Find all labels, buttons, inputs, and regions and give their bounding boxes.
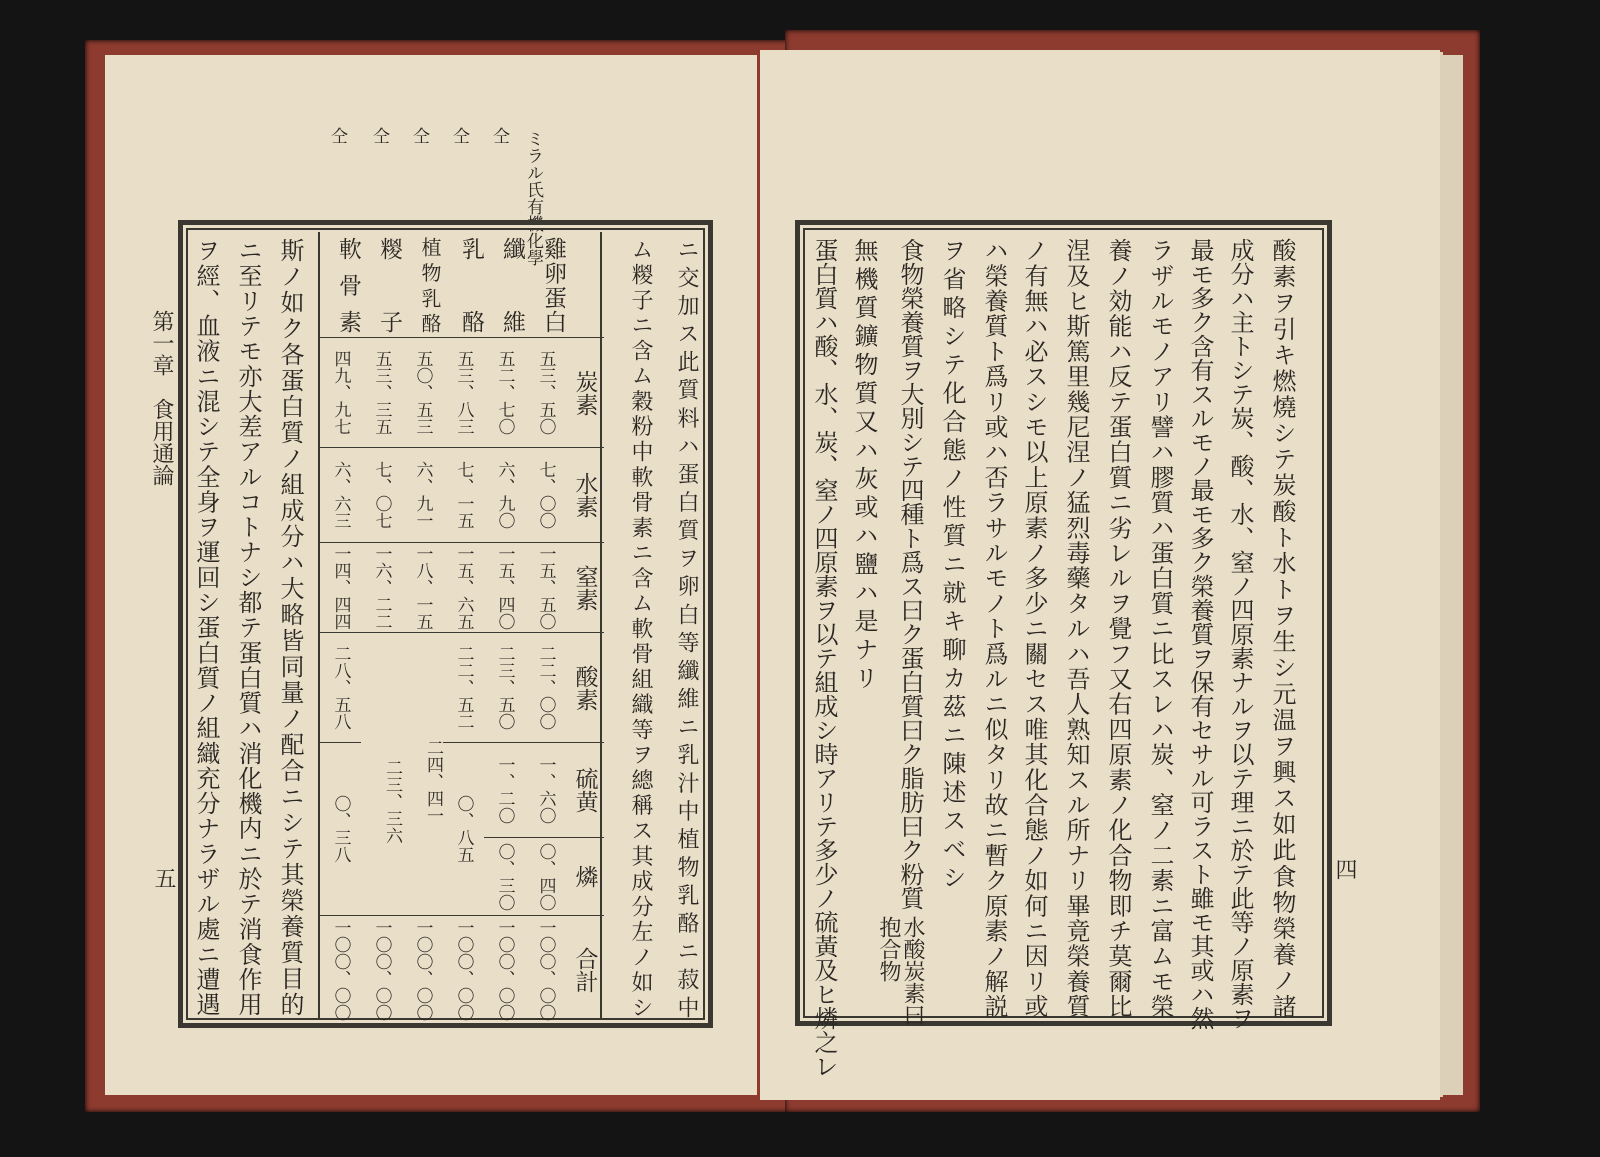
table-cell: 一〇〇、〇〇 xyxy=(402,915,443,1023)
table-cell: 五三、五〇 xyxy=(525,337,566,447)
table-cell: 五二、七〇 xyxy=(484,337,525,447)
intro-column: ム糉子ニ含ム穀粉中軟骨素ニ含ム軟骨組織等ヲ總稱ス其成分左ノ如シ xyxy=(628,238,653,1018)
text-column: 涅及ヒ斯篤里幾尼涅ノ猛烈毒藥タルハ吾人熟知スル所ナリ畢竟榮養質 xyxy=(1062,238,1090,1018)
table-cell: 七、一五 xyxy=(443,447,484,542)
body-column: 斯ノ如ク各蛋白質ノ組成分ハ大略皆同量ノ配合ニシテ其榮養質目的 xyxy=(276,238,304,1016)
element-label: 燐 xyxy=(566,837,604,915)
table-cell: 〇、三八 xyxy=(320,742,361,915)
table-cell: 〇、四〇 xyxy=(525,837,566,915)
food-header: 雞卵蛋白 xyxy=(540,237,566,333)
table-cell: 一〇〇、〇〇 xyxy=(484,915,525,1023)
ditto-mark: 仝 xyxy=(369,127,389,144)
table-cell: 一、六〇 xyxy=(525,742,566,837)
page-edges xyxy=(1440,55,1463,1095)
table-cell: 一五、五〇 xyxy=(525,542,566,632)
element-label: 酸素 xyxy=(566,632,604,742)
table-cell: 五〇、五三 xyxy=(402,337,443,447)
element-label: 窒素 xyxy=(566,542,604,632)
ditto-mark: 仝 xyxy=(449,127,469,144)
table-cell: 六、九〇 xyxy=(484,447,525,542)
table-cell: 一〇〇、〇〇 xyxy=(443,915,484,1023)
table-cell: 二三、三六 xyxy=(361,632,402,915)
text-column: ラザルモノアリ譬ハ膠質ハ蛋白質ニ比スレハ炭、窒ノ二素ニ富ムモ榮 xyxy=(1146,238,1174,1019)
text-column: 養ノ効能ハ反テ蛋白質ニ劣レルヲ覺フ又右四原素ノ化合物即チ莫爾比 xyxy=(1104,238,1132,1019)
intro-column: ニ交加ス此質料ハ蛋白質ヲ卵白等纖維ニ乳汁中植物乳酪ニ菽中 xyxy=(674,238,699,1019)
table-cell: 二二、五二 xyxy=(443,632,484,742)
body-column: ニ至リテモ亦大差アルコトナシ都テ蛋白質ハ消化機内ニ於テ消食作用 xyxy=(234,238,262,1016)
table-cell: 一六、二二 xyxy=(361,542,402,632)
element-label: 炭素 xyxy=(566,337,604,447)
table-cell: 二四、四一 xyxy=(402,632,443,915)
element-label: 水素 xyxy=(566,447,604,542)
inline-note: 抱合物 xyxy=(876,916,901,982)
table-cell: 一五、六五 xyxy=(443,542,484,632)
body-column: ヲ經、血液ニ混シテ全身ヲ運回シ蛋白質ノ組織充分ナラザル處ニ遭遇 xyxy=(192,238,220,1016)
element-label: 合計 xyxy=(566,915,604,1023)
table-cell: 二三、五〇 xyxy=(484,632,525,742)
table-cell: 一〇〇、〇〇 xyxy=(525,915,566,1023)
table-cell: 一〇〇、〇〇 xyxy=(361,915,402,1023)
food-header: 乳酪 xyxy=(458,237,484,333)
table-cell: 四九、九七 xyxy=(320,337,361,447)
table-cell: 六、六三 xyxy=(320,447,361,542)
chapter-heading: 第一章 食用通論 xyxy=(149,310,174,486)
table-cell: 〇、八五 xyxy=(443,742,484,915)
table-cell: 七、〇〇 xyxy=(525,447,566,542)
table-cell: 一五、四〇 xyxy=(484,542,525,632)
food-header: 軟骨素 xyxy=(335,237,361,333)
table-cell: 〇、三〇 xyxy=(484,837,525,915)
page-number: 五 xyxy=(151,867,176,889)
table-cell: 一〇〇、〇〇 xyxy=(320,915,361,1023)
table-cell: 六、九一 xyxy=(402,447,443,542)
table-cell: 五三、三五 xyxy=(361,337,402,447)
food-header: 糉子 xyxy=(376,237,402,333)
header-reference: ミラル氏有機化學 xyxy=(523,130,543,266)
table-cell: 一八、一五 xyxy=(402,542,443,632)
table-cell: 一四、四四 xyxy=(320,542,361,632)
table-cell: 二八、五八 xyxy=(320,632,361,742)
text-column: 成分ハ主トシテ炭、酸、水、窒ノ四原素ナルヲ以テ理ニ於テ此等ノ原素ヲ xyxy=(1226,238,1254,1030)
ditto-mark: 仝 xyxy=(489,127,509,144)
table-cell: 七、〇七 xyxy=(361,447,402,542)
text-column: 無機質鑛物質又ハ灰或ハ鹽ハ是ナリ xyxy=(850,238,878,694)
inline-note: 水酸炭素曰 xyxy=(900,916,925,1026)
composition-table xyxy=(320,233,604,1023)
text-column: 食物榮養質ヲ大別シテ四種ト爲ス曰ク蛋白質曰ク脂肪曰ク粉質 xyxy=(896,238,924,910)
text-column: ノ有無ハ必スシモ以上原素ノ多少ニ關セス唯其化合態ノ如何ニ因リ或 xyxy=(1020,238,1048,1018)
table-cell: 二二、〇〇 xyxy=(525,632,566,742)
text-column: ヲ省略シテ化合態ノ性質ニ就キ聊カ茲ニ陳述スベシ xyxy=(938,238,966,894)
element-label: 硫黄 xyxy=(566,742,604,837)
food-header: 纖維 xyxy=(499,237,525,333)
ditto-mark: 仝 xyxy=(327,127,347,144)
table-cell: 五三、八三 xyxy=(443,337,484,447)
text-column: 酸素ヲ引キ燃燒シテ炭酸ト水トヲ生シ元温ヲ興ス如此食物榮養ノ諸 xyxy=(1268,238,1296,1019)
text-column: 最モ多ク含有スルモノ最モ多ク榮養質ヲ保有セサル可ラスト雖モ其或ハ然 xyxy=(1186,238,1214,1030)
text-column: 蛋白質ハ酸、水、炭、窒ノ四原素ヲ以テ組成シ時アリテ多少ノ硫黃及ヒ燐之レ xyxy=(810,238,838,1078)
table-cell: 一、二〇 xyxy=(484,742,525,837)
text-column: ハ榮養質ト爲リ或ハ否ラサルモノト爲ルニ似タリ故ニ暫ク原素ノ解説 xyxy=(980,238,1008,1019)
page-number: 四 xyxy=(1332,858,1357,880)
food-header: 植物乳酪 xyxy=(418,237,442,333)
ditto-mark: 仝 xyxy=(409,127,429,144)
